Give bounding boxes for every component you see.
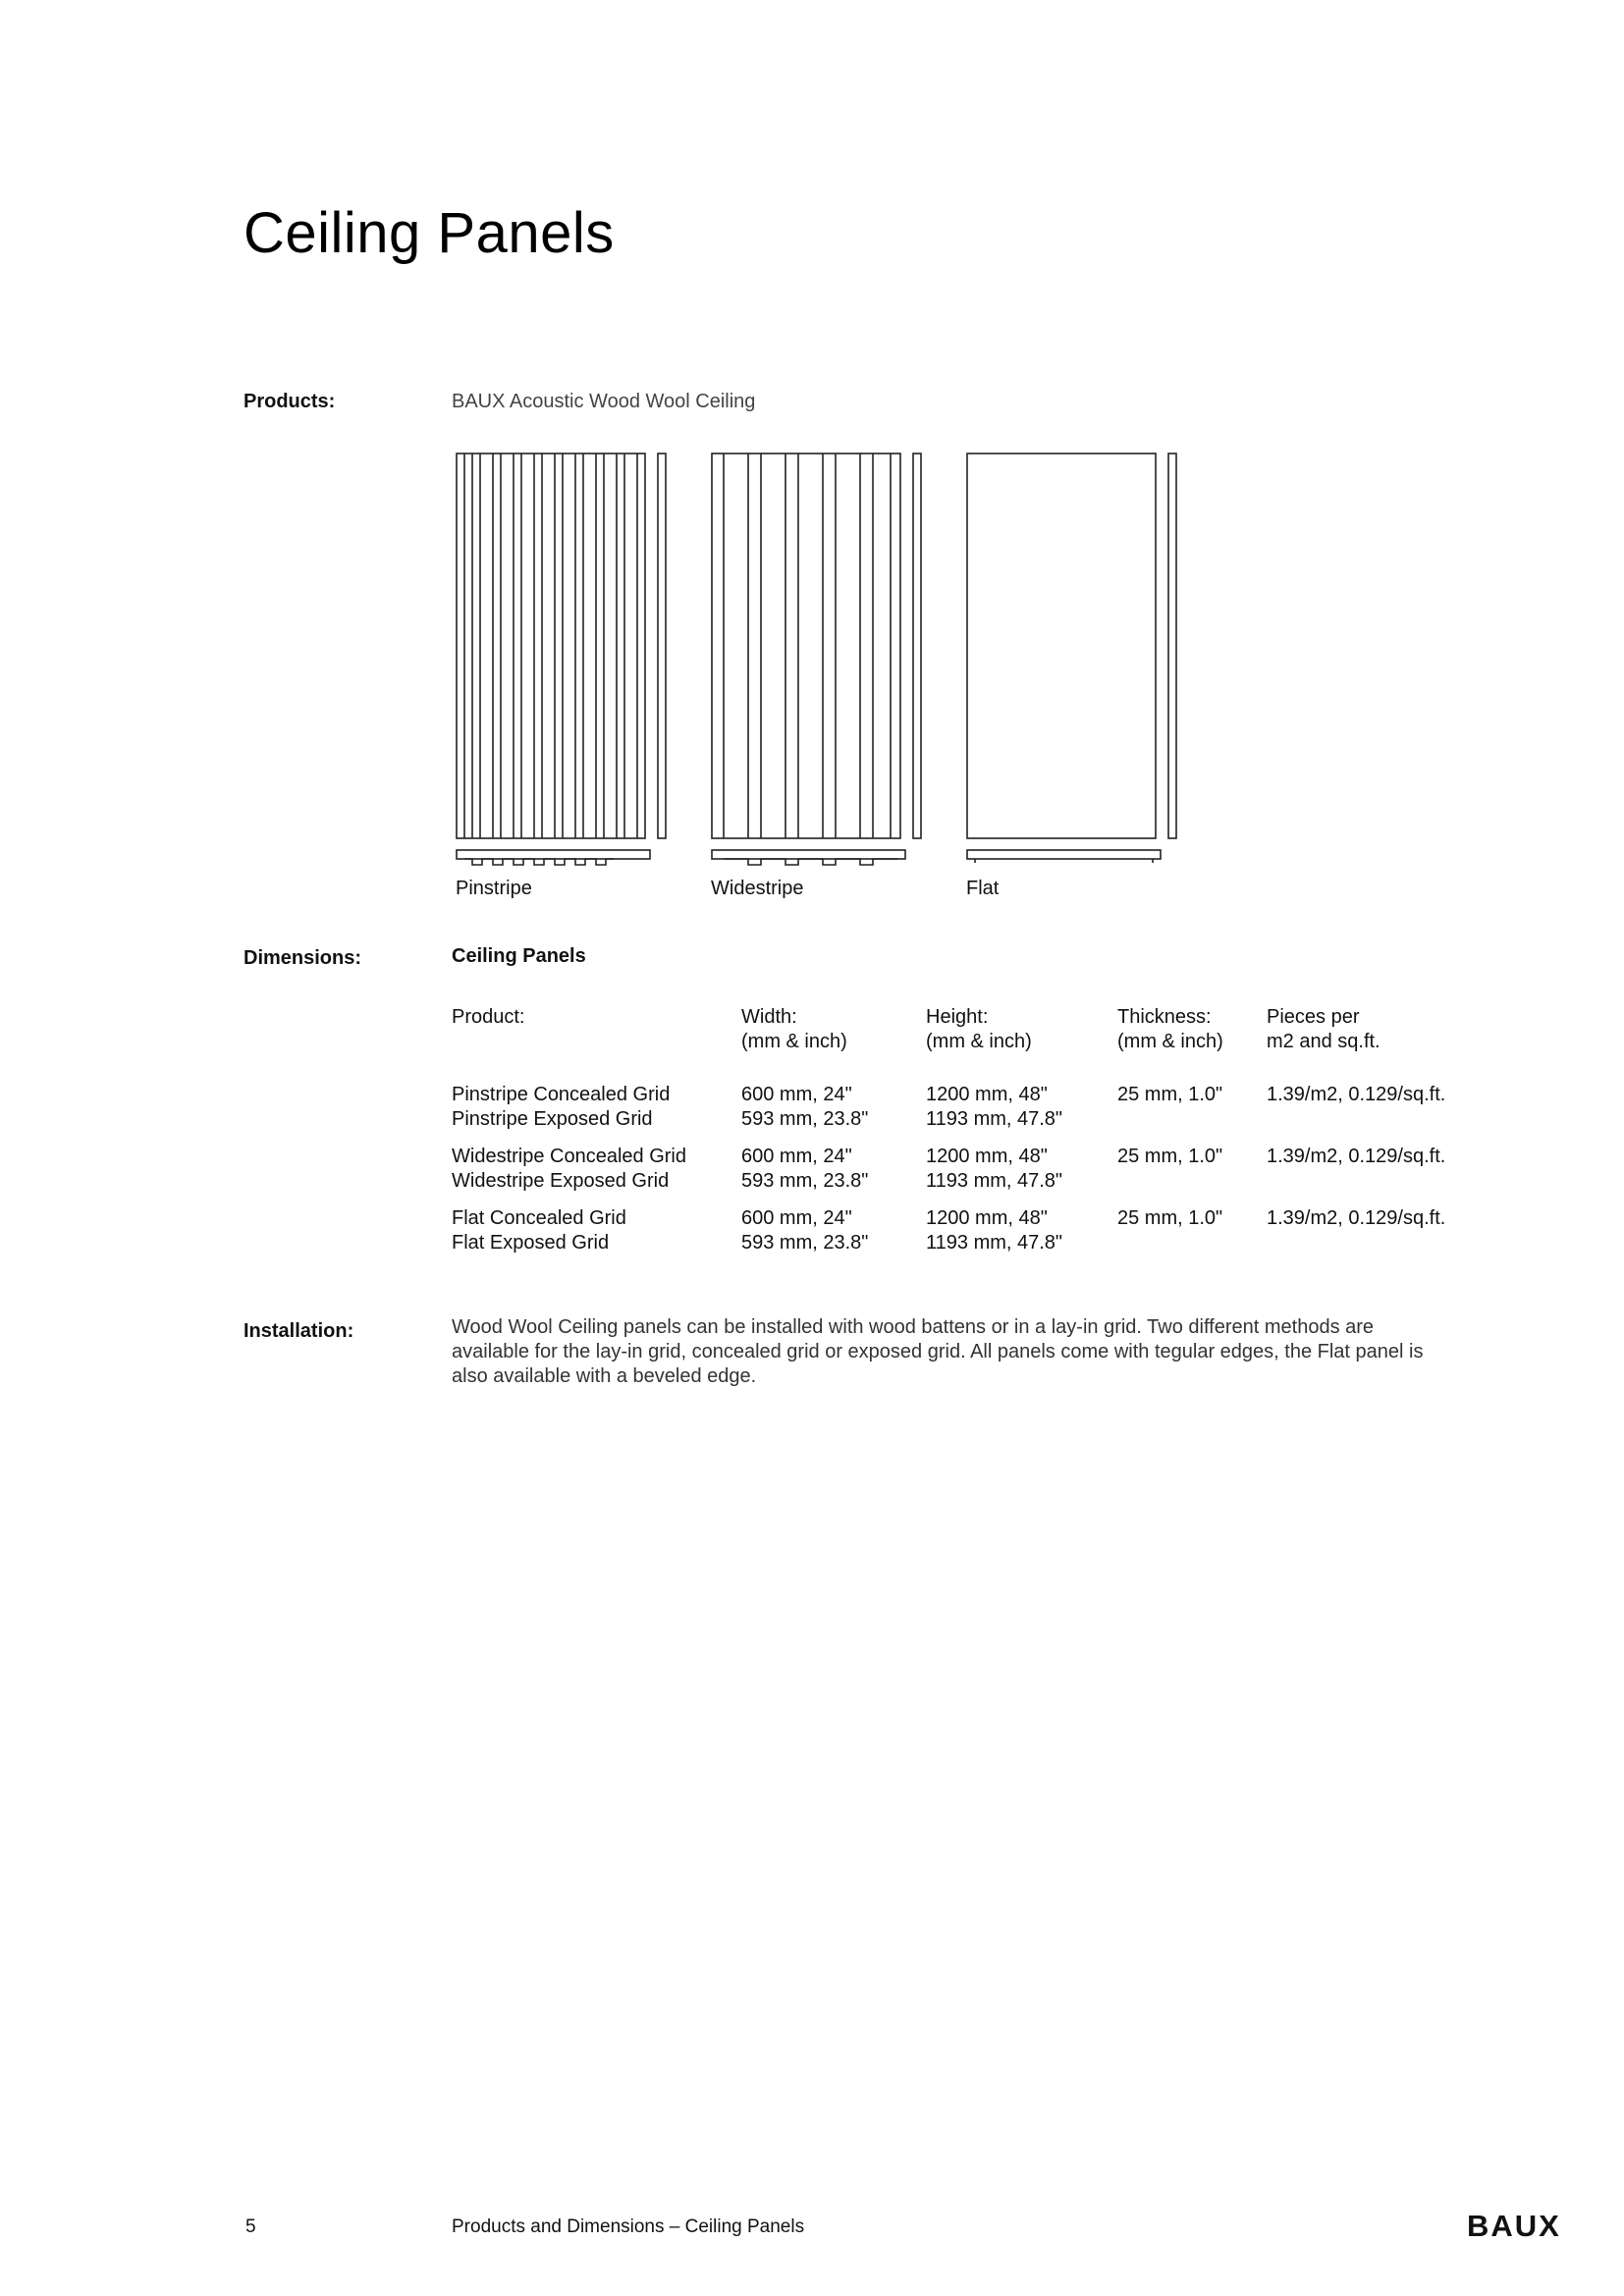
pinstripe-panel-drawing: [457, 454, 666, 865]
header-thickness: Thickness: (mm & inch): [1117, 1006, 1223, 1052]
table-cell-thickness: 25 mm, 1.0": [1117, 1146, 1223, 1167]
header-pieces: Pieces per m2 and sq.ft.: [1267, 1006, 1380, 1052]
header-product: Product:: [452, 1006, 525, 1028]
dimensions-subtitle: Ceiling Panels: [452, 945, 586, 967]
table-row-group-pinstripe: Pinstripe Concealed Grid Pinstripe Exposed Grid: [452, 1084, 671, 1130]
table-cell-width: 600 mm, 24" 593 mm, 23.8": [741, 1207, 869, 1254]
table-cell-thickness: 25 mm, 1.0": [1117, 1084, 1223, 1105]
page-number: 5: [245, 2216, 256, 2237]
installation-text: Wood Wool Ceiling panels can be installed with wood battens or in a lay-in grid. Two different methods are available for the lay-in grid, concealed grid or exposed grid. All panels come with tegular edges, the Flat panel is also available with a beveled edge.: [452, 1316, 1424, 1387]
panel-drawings: [447, 447, 1193, 869]
products-label: Products:: [244, 391, 336, 412]
panel-caption-widestripe: Widestripe: [711, 878, 804, 899]
panel-caption-pinstripe: Pinstripe: [456, 878, 532, 899]
table-row-group-widestripe: Widestripe Concealed Grid Widestripe Exposed Grid: [452, 1146, 686, 1192]
header-height: Height: (mm & inch): [926, 1006, 1032, 1052]
widestripe-panel-drawing: [712, 454, 921, 865]
table-cell-pieces: 1.39/m2, 0.129/sq.ft.: [1267, 1084, 1446, 1105]
table-cell-height: 1200 mm, 48" 1193 mm, 47.8": [926, 1084, 1063, 1130]
baux-logo: BAUX: [1467, 2209, 1561, 2243]
table-cell-thickness: 25 mm, 1.0": [1117, 1207, 1223, 1229]
table-cell-width: 600 mm, 24" 593 mm, 23.8": [741, 1146, 869, 1192]
panel-caption-flat: Flat: [966, 878, 1000, 899]
footer-section-title: Products and Dimensions – Ceiling Panels: [452, 2216, 805, 2237]
page-title: Ceiling Panels: [244, 201, 615, 265]
table-row-group-flat: Flat Concealed Grid Flat Exposed Grid: [452, 1207, 626, 1254]
table-cell-width: 600 mm, 24" 593 mm, 23.8": [741, 1084, 869, 1130]
table-cell-height: 1200 mm, 48" 1193 mm, 47.8": [926, 1146, 1063, 1192]
dimensions-label: Dimensions:: [244, 947, 362, 969]
installation-label: Installation:: [244, 1320, 354, 1342]
table-cell-pieces: 1.39/m2, 0.129/sq.ft.: [1267, 1146, 1446, 1167]
table-cell-pieces: 1.39/m2, 0.129/sq.ft.: [1267, 1207, 1446, 1229]
products-value: BAUX Acoustic Wood Wool Ceiling: [452, 391, 756, 412]
header-width: Width: (mm & inch): [741, 1006, 847, 1052]
table-cell-height: 1200 mm, 48" 1193 mm, 47.8": [926, 1207, 1063, 1254]
flat-panel-drawing: [967, 454, 1176, 863]
